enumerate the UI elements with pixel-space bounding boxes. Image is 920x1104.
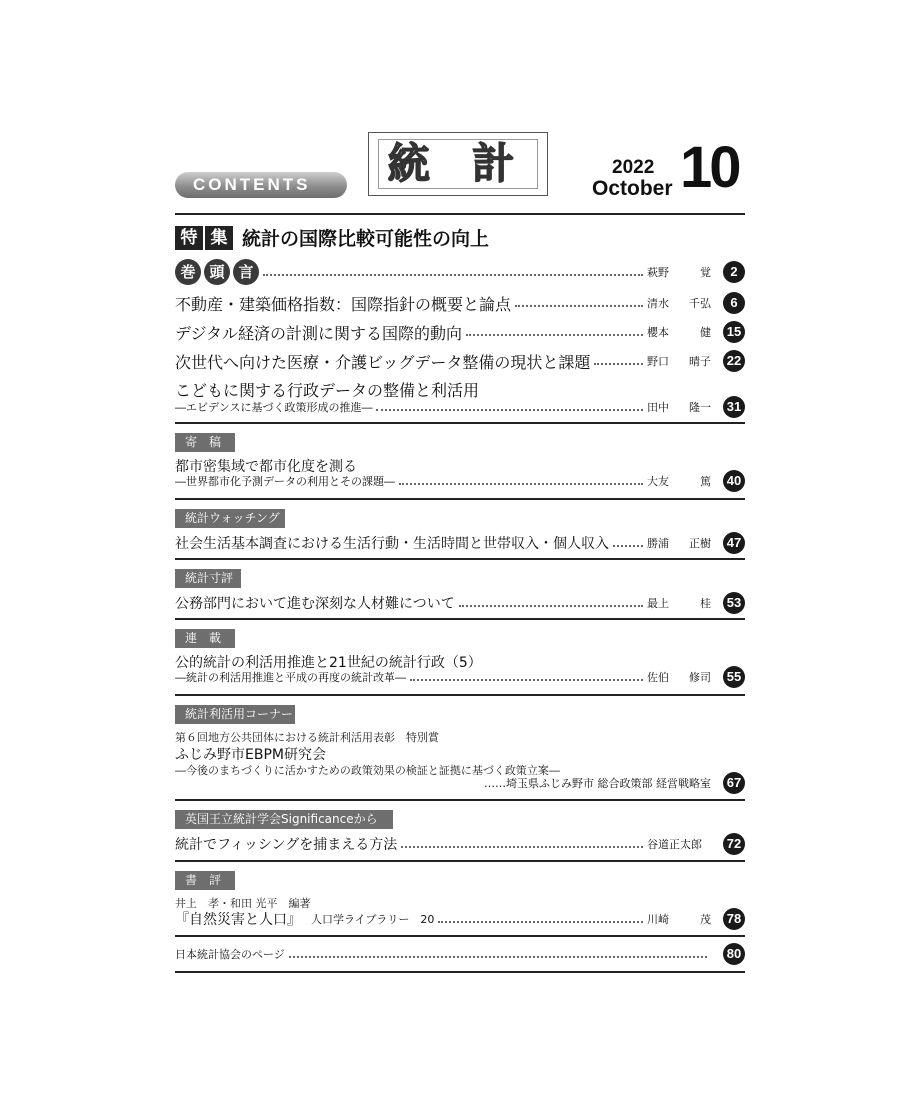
section-rule [175, 422, 745, 424]
entry-subtitle: ―世界都市化予測データの利用とその課題― [175, 475, 395, 488]
page-number-badge: 40 [723, 470, 745, 492]
kantougen-char: 言 [233, 259, 259, 285]
author: 谷道正太郎 [647, 838, 702, 851]
kantougen-char: 頭 [204, 259, 230, 285]
section-rule [175, 618, 745, 620]
entry-title-koutekitoukei[interactable]: 公的統計の利活用推進と21世紀の統計行政（5） [175, 655, 482, 671]
leader-dots [438, 921, 643, 923]
entry-title: 日本統計協会のページ [175, 948, 285, 961]
section-label-kikou: 寄 稿 [175, 433, 235, 452]
section-rule [175, 935, 745, 937]
entry-kantougen[interactable] [175, 259, 745, 285]
entry-iryou[interactable] [175, 350, 745, 372]
author: 佐伯 修司 [647, 671, 711, 684]
section-label-shohyou: 書 評 [175, 871, 235, 890]
entry-title: 不動産・建築価格指数：国際指針の概要と論点 [175, 294, 512, 314]
section-rule [175, 799, 745, 801]
page-number-badge: 6 [723, 292, 745, 314]
leader-dots [401, 846, 643, 848]
leader-dots [613, 545, 643, 547]
entry-title: デジタル経済の計測に関する国際的動向 [175, 323, 463, 343]
entry-title-fujimino[interactable]: ふじみ野市EBPM研究会 [175, 747, 326, 763]
page-number-badge: 67 [723, 772, 745, 794]
section-rule [175, 498, 745, 500]
issue-month: October [592, 177, 673, 200]
entry-title-kodomo[interactable]: こどもに関する行政データの整備と利活用 [175, 381, 480, 400]
leader-dots [594, 363, 643, 365]
section-label-rensai: 連 載 [175, 629, 235, 648]
entry-subtitle: ―今後のまちづくりに活かすための政策効果の検証と証拠に基づく政策立案― [175, 764, 560, 777]
page-number-badge: 78 [723, 908, 745, 930]
author: 大友 篤 [647, 475, 711, 488]
entry-fudousan[interactable] [175, 292, 745, 314]
kantougen-label [175, 259, 259, 285]
feature-tag-1: 特 [175, 226, 203, 250]
feature-title: 統計の国際比較可能性の向上 [242, 228, 490, 250]
section-rule [175, 971, 745, 973]
entry-subtitle: ―統計の利活用推進と平成の再度の統計改革― [175, 671, 406, 684]
feature-tag-2: 集 [205, 226, 233, 250]
header-rule [175, 213, 745, 215]
page-number-badge: 31 [723, 396, 745, 418]
leader-dots [515, 305, 643, 307]
leader-dots [410, 679, 643, 681]
entry-kyoukai[interactable] [175, 943, 745, 965]
entry-series: 人口学ライブラリー 20 [311, 913, 435, 926]
entry-koumu[interactable] [175, 592, 745, 614]
entry-title: 『自然災害と人口』 [175, 912, 301, 928]
leader-dots [289, 956, 707, 958]
entry-fujimino[interactable] [175, 772, 745, 794]
issue-year: 2022 [612, 157, 655, 178]
entry-book-editors: 井上 孝・和田 光平 編著 [175, 897, 311, 910]
page-number-badge: 80 [723, 943, 745, 965]
section-rule [175, 694, 745, 696]
issue-number: 10 [680, 135, 739, 200]
page-number-badge: 55 [723, 666, 745, 688]
section-rule [175, 860, 745, 862]
leader-dots [263, 274, 643, 276]
kantougen-char: 巻 [175, 259, 201, 285]
leader-dots [459, 605, 643, 607]
entry-kodomo[interactable] [175, 396, 745, 418]
entry-koutekitoukei[interactable] [175, 666, 745, 688]
magazine-title-box [368, 132, 548, 196]
author: 清水 千弘 [647, 297, 711, 310]
contents-label: CONTENTS [175, 172, 347, 198]
entry-title: 公務部門において進む深刻な人材難について [175, 596, 455, 612]
magazine-title: 統 計 [378, 139, 538, 189]
author: 勝浦 正樹 [647, 537, 711, 550]
page-number-badge: 2 [723, 261, 745, 283]
section-label-sunpyou: 統計寸評 [175, 569, 241, 588]
author: 櫻本 健 [647, 326, 711, 339]
entry-title: 社会生活基本調査における生活行動・生活時間と世帯収入・個人収入 [175, 536, 609, 552]
author: ……埼玉県ふじみ野市 総合政策部 経営戦略室 [484, 777, 711, 790]
author: 最上 桂 [647, 597, 711, 610]
leader-dots [376, 409, 643, 411]
entry-shakai[interactable] [175, 532, 745, 554]
page-number-badge: 72 [723, 833, 745, 855]
author: 川崎 茂 [647, 913, 711, 926]
entry-toshi[interactable] [175, 470, 745, 492]
entry-title: 次世代へ向けた医療・介護ビッグデータ整備の現状と課題 [175, 352, 591, 372]
entry-title-toshi[interactable]: 都市密集域で都市化度を測る [175, 459, 357, 475]
page-number-badge: 47 [723, 532, 745, 554]
page-number-badge: 15 [723, 321, 745, 343]
entry-shizensaigai[interactable] [175, 908, 745, 930]
leader-dots [399, 483, 643, 485]
author: 野口 晴子 [647, 355, 711, 368]
entry-subtitle: ―エビデンスに基づく政策形成の推進― [175, 401, 373, 414]
page-number-badge: 53 [723, 592, 745, 614]
entry-title: 統計でフィッシングを捕まえる方法 [175, 837, 398, 853]
author: 田中 隆一 [647, 401, 711, 414]
page-number-badge: 22 [723, 350, 745, 372]
section-label-watching: 統計ウォッチング [175, 509, 285, 528]
entry-award-line: 第６回地方公共団体における統計利活用表彰 特別賞 [175, 731, 439, 744]
leader-dots [466, 334, 643, 336]
entry-digital[interactable] [175, 321, 745, 343]
section-label-significance: 英国王立統計学会Significanceから [175, 810, 393, 829]
entry-fishing[interactable] [175, 833, 745, 855]
author: 萩野 覚 [647, 266, 711, 279]
section-rule [175, 558, 745, 560]
section-label-corner: 統計利活用コーナー [175, 705, 295, 724]
